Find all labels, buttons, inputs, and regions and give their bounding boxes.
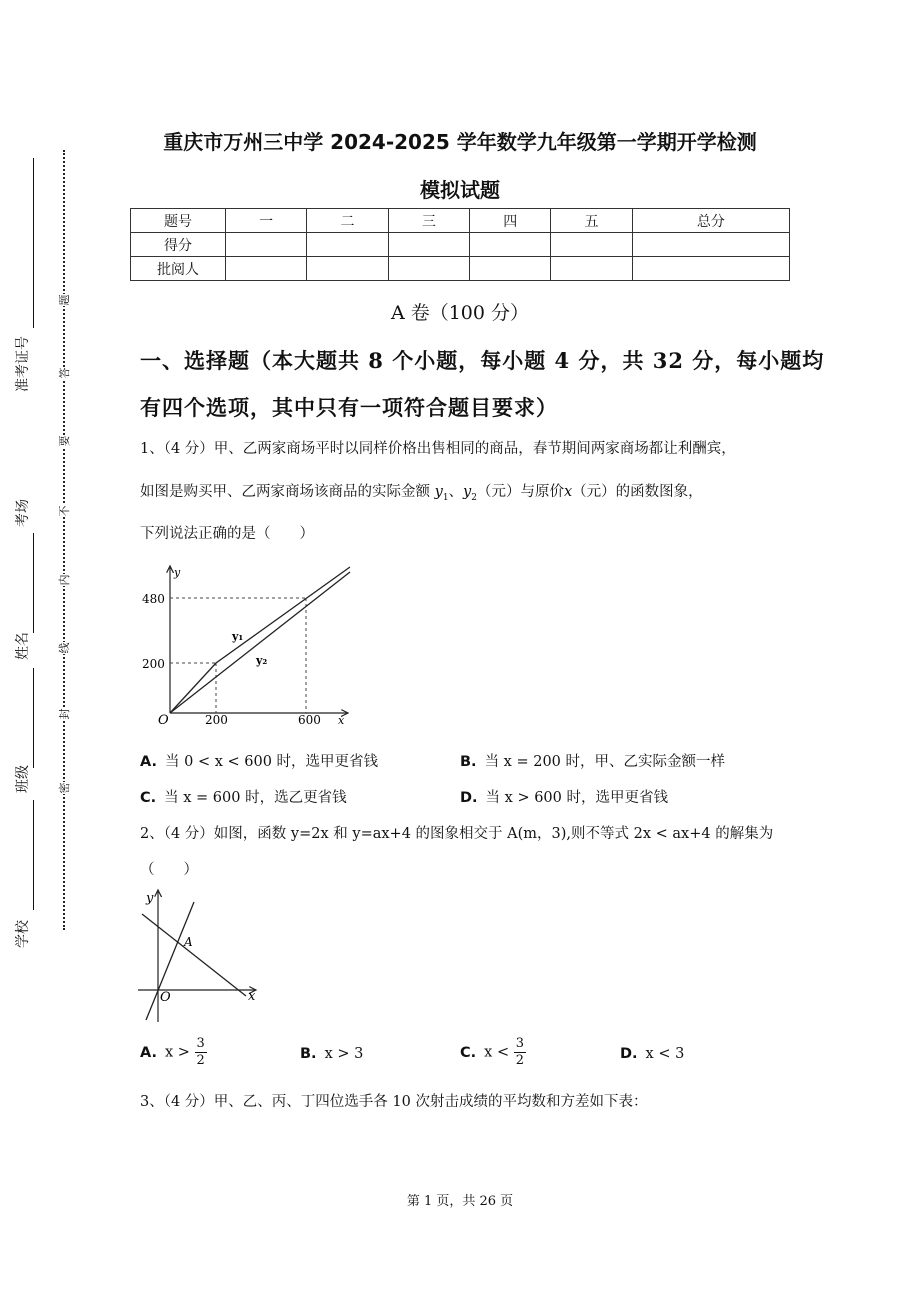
name-label: 姓名 <box>15 632 31 660</box>
q1-stem-line2: 如图是购买甲、乙两家商场该商品的实际金额 $y_1$、$y_2$（元）与原价x（元）的函数图象， <box>140 484 703 503</box>
part1-heading: 一、选择题（本大题共 8 个小题，每小题 4 分，共 32 分，每小题均 <box>140 348 825 373</box>
q1-stem: 1、（4 分）甲、乙两家商场平时以同样价格出售相同的商品，春节期间两家商场都让利酬宾， <box>140 441 736 457</box>
line-y2 <box>170 572 350 713</box>
q1-graph <box>138 560 368 732</box>
seal-char: 要 <box>58 435 71 447</box>
part1-heading-cont: 有四个选项，其中只有一项符合题目要求） <box>140 395 558 420</box>
grader-cell[interactable] <box>470 257 551 281</box>
page-footer: 第 1 页，共 26 页 <box>406 1194 514 1209</box>
grader-cell[interactable] <box>307 257 388 281</box>
score-table <box>130 208 790 281</box>
exam-room-blank[interactable] <box>33 533 34 633</box>
q1-option-b[interactable]: B. 当 x = 200 时，甲、乙实际金额一样 <box>460 754 726 770</box>
label-y2: y₂ <box>256 654 268 667</box>
q2-option-d[interactable]: D. x < 3 <box>620 1046 685 1062</box>
seal-char: 不 <box>58 505 71 517</box>
seal-char: 密 <box>58 782 71 794</box>
q1-text: （元）与原价 <box>476 484 564 500</box>
q1-text: （元）的函数图象， <box>572 484 703 500</box>
section-a-heading: A 卷（100 分） <box>390 302 530 324</box>
class-label: 班级 <box>15 765 31 793</box>
tick-480: 480 <box>142 592 165 606</box>
q1-text: 如图是购买甲、乙两家商场该商品的实际金额 <box>140 484 430 500</box>
table-header-cell: 一 <box>226 209 307 233</box>
option-text: x > <box>165 1044 190 1061</box>
page-subtitle: 模拟试题 <box>420 178 500 202</box>
score-cell[interactable] <box>388 233 469 257</box>
q2-stem: 2、（4 分）如图，函数 y=2x 和 y=ax+4 的图象相交于 A(m，3),则不等式 2x < ax+4 的解集为 <box>140 826 774 842</box>
seal-line <box>63 150 65 930</box>
q1-y-label: y <box>174 566 181 579</box>
seal-char: 答 <box>58 367 71 379</box>
option-text: 当 x = 200 时，甲、乙实际金额一样 <box>484 754 726 770</box>
option-text: x > 3 <box>324 1046 364 1062</box>
option-text: x < 3 <box>645 1046 685 1062</box>
row-label: 得分 <box>131 233 226 257</box>
tick-200y: 200 <box>142 657 165 671</box>
name-blank[interactable] <box>33 668 34 768</box>
class-blank[interactable] <box>33 800 34 910</box>
fraction-den: 2 <box>196 1053 205 1068</box>
q1-option-d[interactable]: D. 当 x > 600 时，选甲更省钱 <box>460 790 668 806</box>
option-text: x < <box>484 1044 510 1061</box>
q2-option-a[interactable]: A. x > $\frac{3}{2}$ <box>140 1036 205 1068</box>
tick-200x: 200 <box>205 713 228 727</box>
q1-option-a[interactable]: A. 当 0 < x < 600 时，选甲更省钱 <box>140 754 379 770</box>
seal-char: 题 <box>58 294 71 306</box>
fraction-num: 3 <box>515 1036 524 1051</box>
table-header-cell: 题号 <box>131 209 226 233</box>
seal-char: 线 <box>58 642 71 654</box>
table-row <box>131 257 790 281</box>
q1-stem-line3: 下列说法正确的是（ ） <box>140 526 314 542</box>
score-cell[interactable] <box>632 233 789 257</box>
q2-stem-line2: （ ） <box>140 862 198 878</box>
seal-char: 内 <box>58 574 71 586</box>
point-a-label: A <box>184 935 193 949</box>
label-y1: y₁ <box>232 630 244 643</box>
fraction-num: 3 <box>196 1036 205 1051</box>
q2-graph <box>136 884 266 1024</box>
table-header-cell: 总分 <box>632 209 789 233</box>
table-header-cell: 四 <box>470 209 551 233</box>
grader-cell[interactable] <box>551 257 632 281</box>
fraction <box>195 1036 207 1069</box>
q1-option-c[interactable]: C. 当 x = 600 时，选乙更省钱 <box>140 790 347 806</box>
exam-room-label: 考场 <box>15 499 31 527</box>
score-cell[interactable] <box>226 233 307 257</box>
score-cell[interactable] <box>551 233 632 257</box>
table-header-cell: 二 <box>307 209 388 233</box>
table-header-cell: 三 <box>388 209 469 233</box>
fraction <box>514 1036 526 1069</box>
q2-origin: O <box>160 990 171 1005</box>
score-cell[interactable] <box>307 233 388 257</box>
seal-char: 封 <box>58 708 71 720</box>
page-title: 重庆市万州三中学 2024-2025 学年数学九年级第一学期开学检测 <box>163 130 757 154</box>
ticket-number-label: 准考证号 <box>15 336 31 392</box>
tick-600x: 600 <box>298 713 321 727</box>
grader-cell[interactable] <box>632 257 789 281</box>
option-text: 当 x = 600 时，选乙更省钱 <box>164 790 347 806</box>
q2-option-b[interactable]: B. x > 3 <box>300 1046 364 1062</box>
option-text: 当 x > 600 时，选甲更省钱 <box>485 790 668 806</box>
row-label: 批阅人 <box>131 257 226 281</box>
table-header-cell: 五 <box>551 209 632 233</box>
q2-option-c[interactable]: C. x < $\frac{3}{2}$ <box>460 1036 524 1068</box>
score-cell[interactable] <box>470 233 551 257</box>
table-row <box>131 209 790 233</box>
q2-x-label: x <box>248 989 256 1004</box>
grader-cell[interactable] <box>388 257 469 281</box>
school-label: 学校 <box>15 920 31 948</box>
table-row <box>131 233 790 257</box>
option-text: 当 0 < x < 600 时，选甲更省钱 <box>165 754 379 770</box>
q3-stem: 3、（4 分）甲、乙、丙、丁四位选手各 10 次射击成绩的平均数和方差如下表： <box>140 1094 648 1110</box>
fraction-den: 2 <box>515 1053 524 1068</box>
q1-origin: O <box>158 713 169 728</box>
q2-y-label: y <box>146 891 154 906</box>
grader-cell[interactable] <box>226 257 307 281</box>
q1-x-label: x <box>338 714 345 727</box>
